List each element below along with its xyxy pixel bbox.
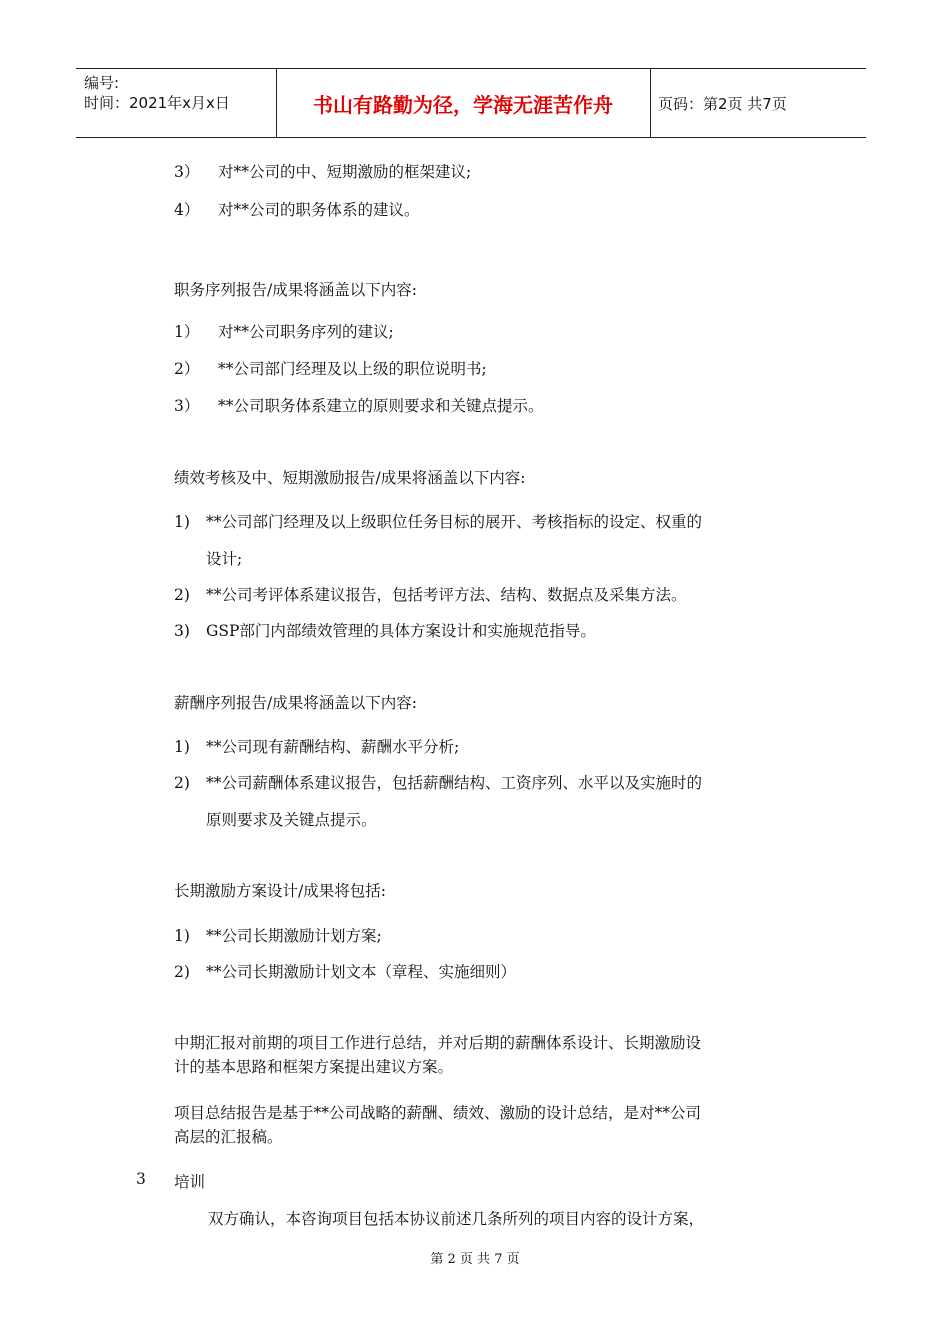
header-motto: 书山有路勤为径，学海无涯苦作舟	[313, 92, 613, 117]
section-number: 3	[136, 1170, 146, 1188]
list-item	[174, 960, 516, 982]
list-item	[174, 320, 394, 342]
list-text: **公司考评体系建议报告，包括考评方法、结构、数据点及采集方法。	[206, 586, 687, 604]
list-item	[174, 735, 459, 757]
list-text: **公司长期激励计划方案;	[206, 927, 382, 945]
list-number: 3）	[174, 163, 200, 181]
paragraph-line: 高层的汇报稿。	[174, 1128, 283, 1146]
list-item	[174, 583, 687, 605]
code-label: 编号:	[84, 74, 120, 92]
list-item	[174, 160, 471, 182]
list-number: 1）	[174, 323, 200, 341]
section-heading: 长期激励方案设计/成果将包括:	[174, 882, 386, 900]
list-number: 2)	[174, 774, 190, 792]
list-text: 对**公司职务序列的建议;	[218, 323, 394, 341]
page-footer: 第 2 页 共 7 页	[430, 1252, 520, 1267]
header-meta	[84, 73, 230, 113]
list-item	[174, 394, 544, 416]
list-number: 3)	[174, 622, 190, 640]
section-title: 培训	[174, 1173, 206, 1191]
list-text: 对**公司的中、短期激励的框架建议;	[218, 163, 472, 181]
header-divider	[650, 69, 651, 137]
list-number: 2)	[174, 963, 190, 981]
list-text: GSP部门内部绩效管理的具体方案设计和实施规范指导。	[206, 622, 596, 640]
list-item	[174, 619, 596, 641]
paragraph-line: 中期汇报对前期的项目工作进行总结，并对后期的薪酬体系设计、长期激励设	[174, 1034, 702, 1052]
list-number: 3）	[174, 397, 200, 415]
paragraph-line: 项目总结报告是基于**公司战略的薪酬、绩效、激励的设计总结，是对**公司	[174, 1104, 702, 1122]
list-text: **公司现有薪酬结构、薪酬水平分析;	[206, 738, 460, 756]
list-text: **公司长期激励计划文本（章程、实施细则）	[206, 963, 517, 981]
list-number: 1)	[174, 513, 190, 531]
list-continuation: 设计;	[206, 550, 243, 568]
list-text: 对**公司的职务体系的建议。	[218, 201, 420, 219]
paragraph-line: 计的基本思路和框架方案提出建议方案。	[174, 1058, 454, 1076]
section-heading: 职务序列报告/成果将涵盖以下内容:	[174, 281, 417, 299]
list-item	[174, 924, 382, 946]
section-heading: 绩效考核及中、短期激励报告/成果将涵盖以下内容:	[174, 469, 526, 487]
list-text: **公司职务体系建立的原则要求和关键点提示。	[218, 397, 544, 415]
list-item	[174, 357, 487, 379]
list-text: **公司部门经理及以上级职位任务目标的展开、考核指标的设定、权重的	[206, 513, 703, 531]
list-number: 2）	[174, 360, 200, 378]
time-label: 时间：2021年x月x日	[84, 94, 230, 112]
list-number: 1)	[174, 738, 190, 756]
list-item	[174, 771, 702, 793]
list-text: **公司薪酬体系建议报告，包括薪酬结构、工资序列、水平以及实施时的	[206, 774, 703, 792]
list-number: 1)	[174, 927, 190, 945]
list-continuation: 原则要求及关键点提示。	[206, 811, 377, 829]
header-page-label: 页码：第2页 共7页	[658, 94, 787, 113]
section-heading: 薪酬序列报告/成果将涵盖以下内容:	[174, 694, 417, 712]
list-item	[174, 198, 420, 220]
page-header	[76, 68, 866, 138]
list-item	[174, 510, 702, 532]
paragraph-line: 双方确认，本咨询项目包括本协议前述几条所列的项目内容的设计方案，	[208, 1210, 705, 1228]
list-number: 4）	[174, 201, 200, 219]
list-number: 2)	[174, 586, 190, 604]
list-text: **公司部门经理及以上级的职位说明书;	[218, 360, 487, 378]
